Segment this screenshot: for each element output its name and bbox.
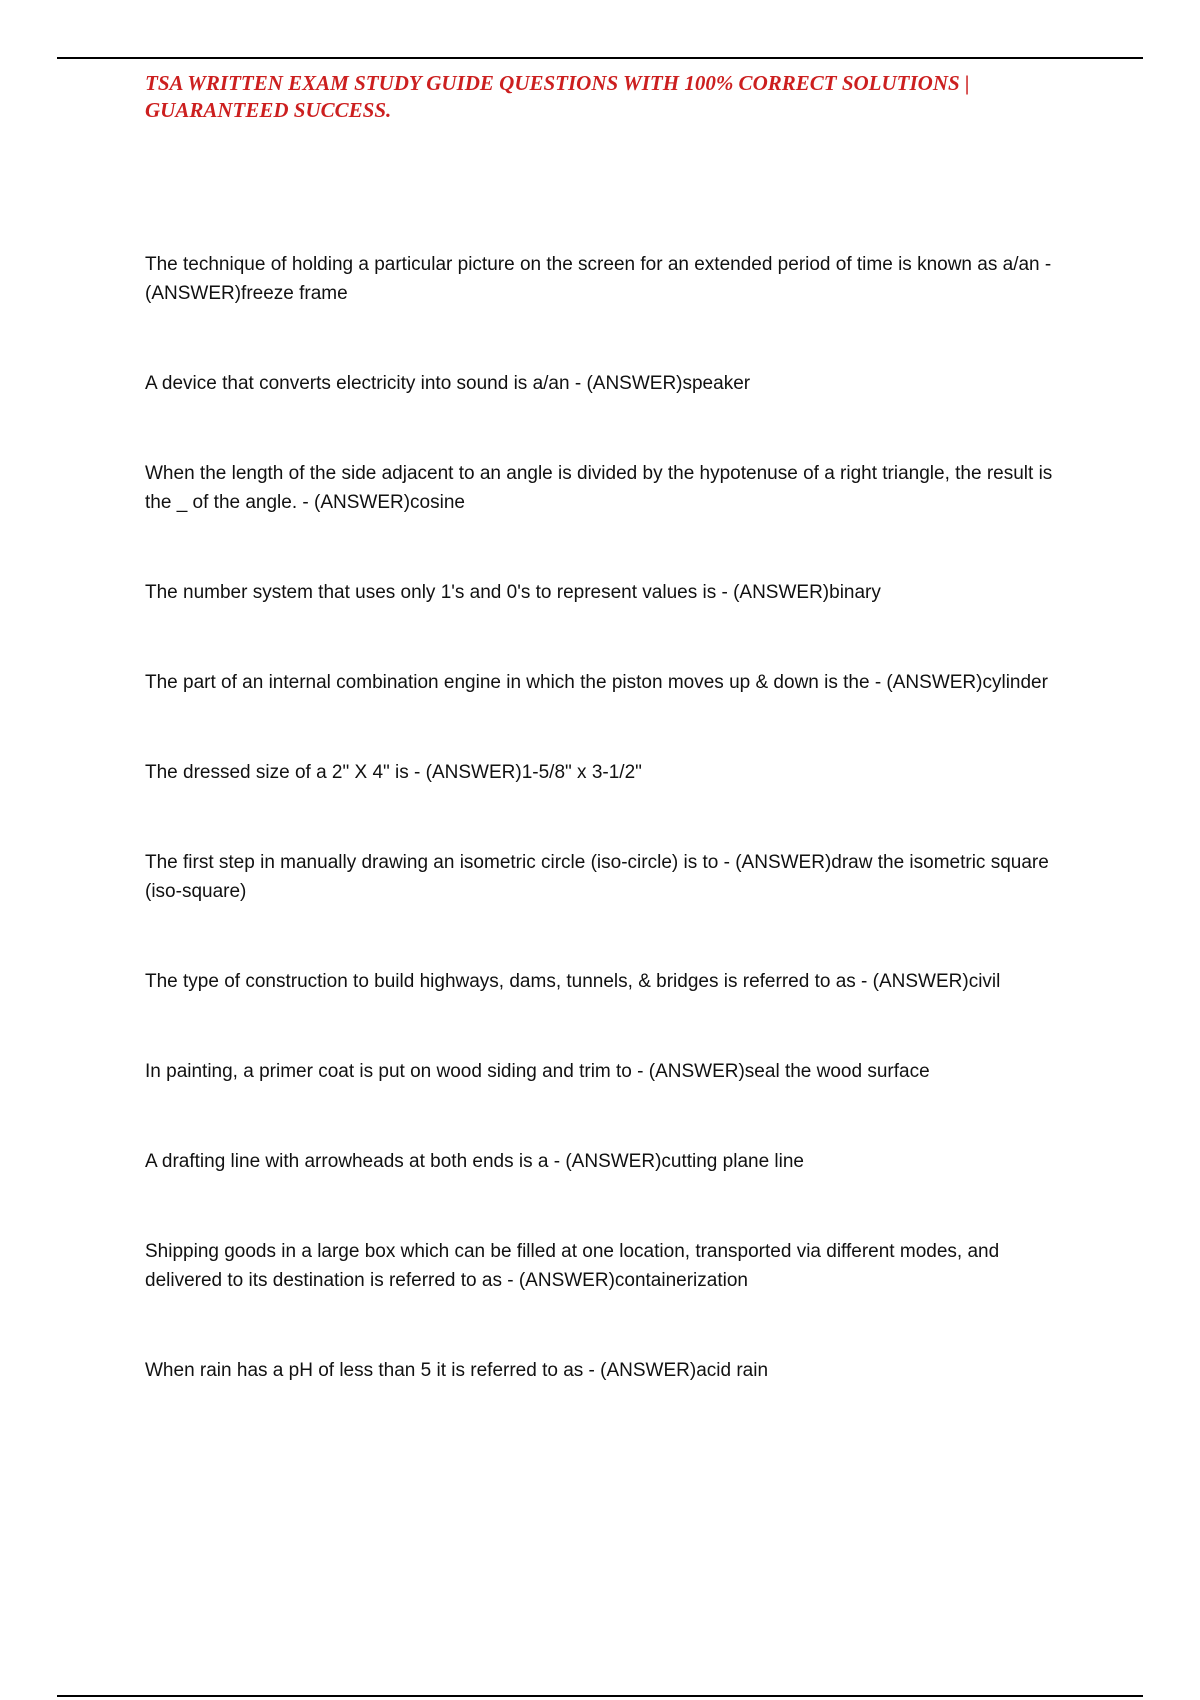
qa-item-5: The part of an internal combination engine in which the piston moves up & down is the - (ANSWER)cylinder	[145, 672, 1048, 693]
qa-item-7: The first step in manually drawing an isometric circle (iso-circle) is to - (ANSWER)draw the isometric square (iso-square)	[145, 852, 1049, 902]
qa-item-2: A device that converts electricity into sound is a/an - (ANSWER)speaker	[145, 373, 751, 394]
top-divider	[57, 57, 1143, 59]
qa-item-11: Shipping goods in a large box which can be filled at one location, transported via different modes, and delivered to its destination is referred to as - (ANSWER)containerization	[145, 1241, 1000, 1291]
qa-item-12: When rain has a pH of less than 5 it is referred to as - (ANSWER)acid rain	[145, 1360, 769, 1381]
qa-item-4: The number system that uses only 1's and 0's to represent values is - (ANSWER)binary	[145, 582, 881, 603]
qa-item-1: The technique of holding a particular picture on the screen for an extended period of time is known as a/an - (ANSWER)freeze frame	[145, 254, 1052, 304]
qa-item-8: The type of construction to build highways, dams, tunnels, & bridges is referred to as - (ANSWER)civil	[145, 971, 1001, 992]
qa-item-9: In painting, a primer coat is put on wood siding and trim to - (ANSWER)seal the wood surface	[145, 1061, 930, 1082]
qa-item-6: The dressed size of a 2" X 4" is - (ANSWER)1-5/8" x 3-1/2"	[145, 762, 642, 783]
qa-item-10: A drafting line with arrowheads at both ends is a - (ANSWER)cutting plane line	[145, 1151, 804, 1172]
qa-list	[145, 250, 1070, 1446]
document-title: TSA WRITTEN EXAM STUDY GUIDE QUESTIONS WITH 100% CORRECT SOLUTIONS | GUARANTEED SUCCESS.	[145, 71, 970, 122]
qa-item-3: When the length of the side adjacent to an angle is divided by the hypotenuse of a right triangle, the result is the _ of the angle. - (ANSWER)cosine	[145, 463, 1053, 513]
bottom-divider	[57, 1695, 1143, 1697]
